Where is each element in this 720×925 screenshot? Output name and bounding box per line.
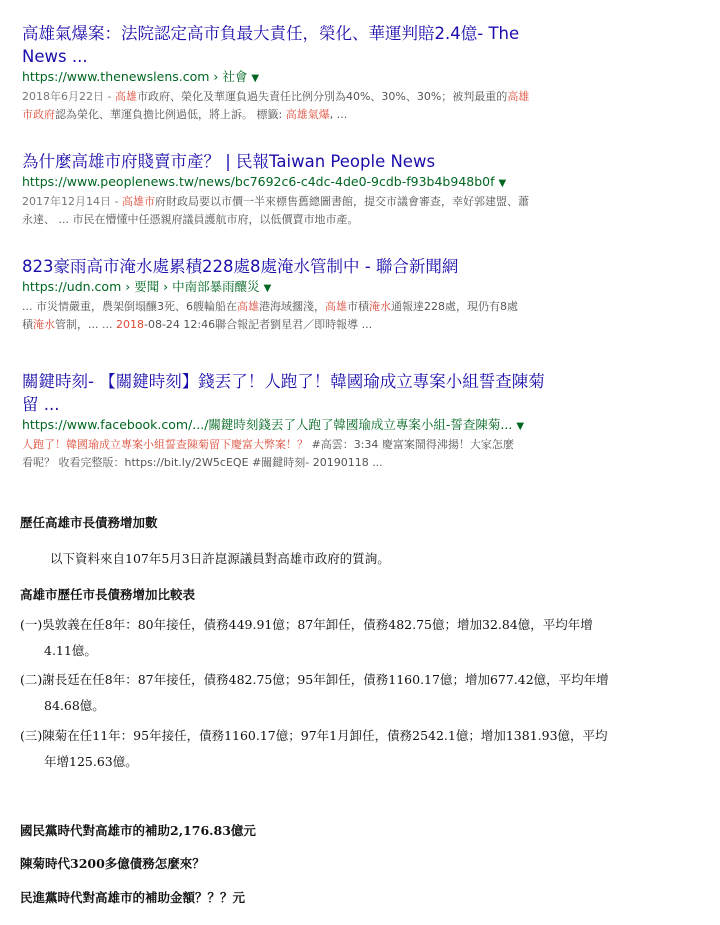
dropdown-arrow-icon[interactable]: ▼	[263, 283, 272, 294]
dropdown-arrow-icon[interactable]: ▼	[516, 421, 525, 432]
snippet-text: ... 市災情嚴重，農架倒塌釀3死、6艘輪船在	[22, 300, 237, 313]
list-item-line: (三)陳菊在任11年：95年接任，債務1160.17億；97年1月卸任，債務2542.1億；增加1381.93億，平均	[20, 728, 608, 743]
result-title-line: 高雄氣爆案：法院認定高市負最大責任，榮化、華運判賠2.4億- The	[22, 24, 520, 43]
statement-dpp-subsidy: 民進黨時代對高雄市的補助金額？？？元	[20, 890, 246, 905]
snippet-text: 港海域擱淺，	[258, 300, 325, 313]
snippet-text: 看呢？ 收看完整版：https://bit.ly/2W5cEQE #關鍵時刻- 20190118 ...	[22, 456, 383, 469]
snippet-line	[22, 193, 582, 211]
snippet-text: -08-24 12:46聯合報記者劉星君／即時報導 ...	[143, 318, 373, 331]
highlighted-keyword: 人跑了！韓國瑜成立專案小組誓查陳菊留下慶富大弊案！？	[22, 438, 308, 451]
list-item-line: 84.68億。	[44, 698, 105, 713]
result-snippet	[22, 436, 582, 472]
snippet-text: 府財政局要以市價一半來標售舊總圖書館，提交市議會審查，幸好郭建盟、蕭	[154, 195, 529, 208]
snippet-text: 永達、 ... 市民在懵懂中任憑親府議員護航市府，以低價賣市地市產。	[22, 213, 359, 226]
highlighted-keyword: 高雄氣爆	[285, 108, 330, 121]
result-url-text: https://udn.com › 要聞 › 中南部暴雨釀災	[22, 279, 260, 294]
snippet-text: 2018年6月22日 -	[22, 90, 115, 103]
result-url-text: https://www.thenewslens.com › 社會	[22, 69, 248, 84]
list-item	[20, 667, 700, 719]
snippet-line	[22, 454, 582, 472]
result-snippet	[22, 193, 582, 229]
snippet-line	[22, 298, 582, 316]
search-result	[22, 255, 582, 334]
search-result	[22, 150, 582, 229]
result-title-link[interactable]	[22, 150, 582, 173]
dropdown-arrow-icon[interactable]: ▼	[498, 178, 507, 189]
search-result	[22, 370, 582, 472]
intro-text: 以下資料來自107年5月3日許崑源議員對高雄市政府的質詢。	[50, 551, 390, 566]
section-heading	[20, 584, 700, 603]
heading-comparison-table: 高雄市歷任市長債務增加比較表	[20, 587, 196, 602]
highlighted-keyword: 市政府	[22, 108, 55, 121]
result-url	[22, 173, 582, 193]
list-item-line: 4.11億。	[44, 643, 97, 658]
result-title-link[interactable]	[22, 255, 582, 278]
result-url	[22, 416, 582, 436]
list-item-line: 年增125.63億。	[44, 754, 138, 769]
result-url-text: https://www.peoplenews.tw/news/bc7692c6-c4dc-4de0-9cdb-f93b4b948b0f	[22, 174, 495, 189]
result-title-line: 823豪雨高市淹水處累積228處8處淹水管制中 - 聯合新聞網	[22, 257, 459, 276]
result-title-line: 關鍵時刻- 【關鍵時刻】錢丟了！人跑了！韓國瑜成立專案小組誓查陳菊	[22, 372, 545, 391]
result-snippet	[22, 298, 582, 334]
snippet-line	[22, 436, 582, 454]
section-heading	[20, 512, 700, 531]
snippet-text: 市政府、榮化及華運負過失責任比例分別為40%、30%、30%；被判最重的	[136, 90, 508, 103]
result-title-link[interactable]	[22, 370, 582, 416]
highlighted-keyword: 高雄	[507, 90, 530, 103]
snippet-text: 管制，... ...	[55, 318, 116, 331]
result-url	[22, 278, 582, 298]
list-item-line: (一)吳敦義在任8年：80年接任，債務449.91億；87年卸任，債務482.75億；增加32.84億，平均年增	[20, 617, 593, 632]
result-title-link[interactable]	[22, 22, 582, 68]
snippet-line	[22, 211, 582, 229]
snippet-text: 認為榮化、華運負擔比例過低，將上訴。 標籤:	[55, 108, 286, 121]
statement-line	[20, 820, 700, 839]
snippet-line	[22, 88, 582, 106]
highlighted-keyword: 淹水	[33, 318, 55, 331]
result-url-text: https://www.facebook.com/.../關鍵時刻錢丟了人跑了韓國瑜成立專案小組-誓查陳菊...	[22, 417, 513, 432]
statement-line	[20, 853, 700, 872]
snippet-text: , ...	[329, 108, 348, 121]
snippet-line	[22, 316, 582, 334]
statement-line	[20, 887, 700, 906]
highlighted-keyword: 高雄	[114, 90, 137, 103]
highlighted-keyword: 高雄	[236, 300, 259, 313]
snippet-text: 積	[22, 318, 33, 331]
result-title-line: 留 ...	[22, 395, 60, 414]
snippet-line	[22, 106, 582, 124]
highlighted-keyword: 高雄市	[121, 195, 155, 208]
list-item	[20, 612, 700, 664]
intro-paragraph	[20, 548, 700, 567]
highlighted-keyword: 淹水	[368, 300, 391, 313]
result-snippet	[22, 88, 582, 124]
snippet-text: 通報達228處，現仍有8處	[390, 300, 518, 313]
result-title-line: News ...	[22, 47, 88, 66]
list-item-line: (二)謝長廷在任8年：87年接任，債務482.75億；95年卸任，債務1160.17億；增加677.42億，平均年增	[20, 672, 609, 687]
snippet-text: 2017年12月14日 -	[22, 195, 122, 208]
heading-debt-increase: 歷任高雄市長債務增加數	[20, 515, 158, 530]
search-result	[22, 22, 582, 124]
statement-kmt-subsidy: 國民黨時代對高雄市的補助2,176.83億元	[20, 823, 256, 838]
result-title-line: 為什麼高雄市府賤賣市產？ | 民報Taiwan People News	[22, 152, 436, 171]
highlighted-keyword: 2018	[115, 318, 144, 331]
result-url	[22, 68, 582, 88]
snippet-text: 市積	[346, 300, 369, 313]
list-item	[20, 723, 700, 775]
statement-debt-question: 陳菊時代3200多億債務怎麼來？	[20, 856, 205, 871]
dropdown-arrow-icon[interactable]: ▼	[251, 73, 260, 84]
snippet-text: #高雲：3:34 慶富案鬧得沸揚！大家怎麼	[308, 438, 514, 451]
highlighted-keyword: 高雄	[324, 300, 347, 313]
